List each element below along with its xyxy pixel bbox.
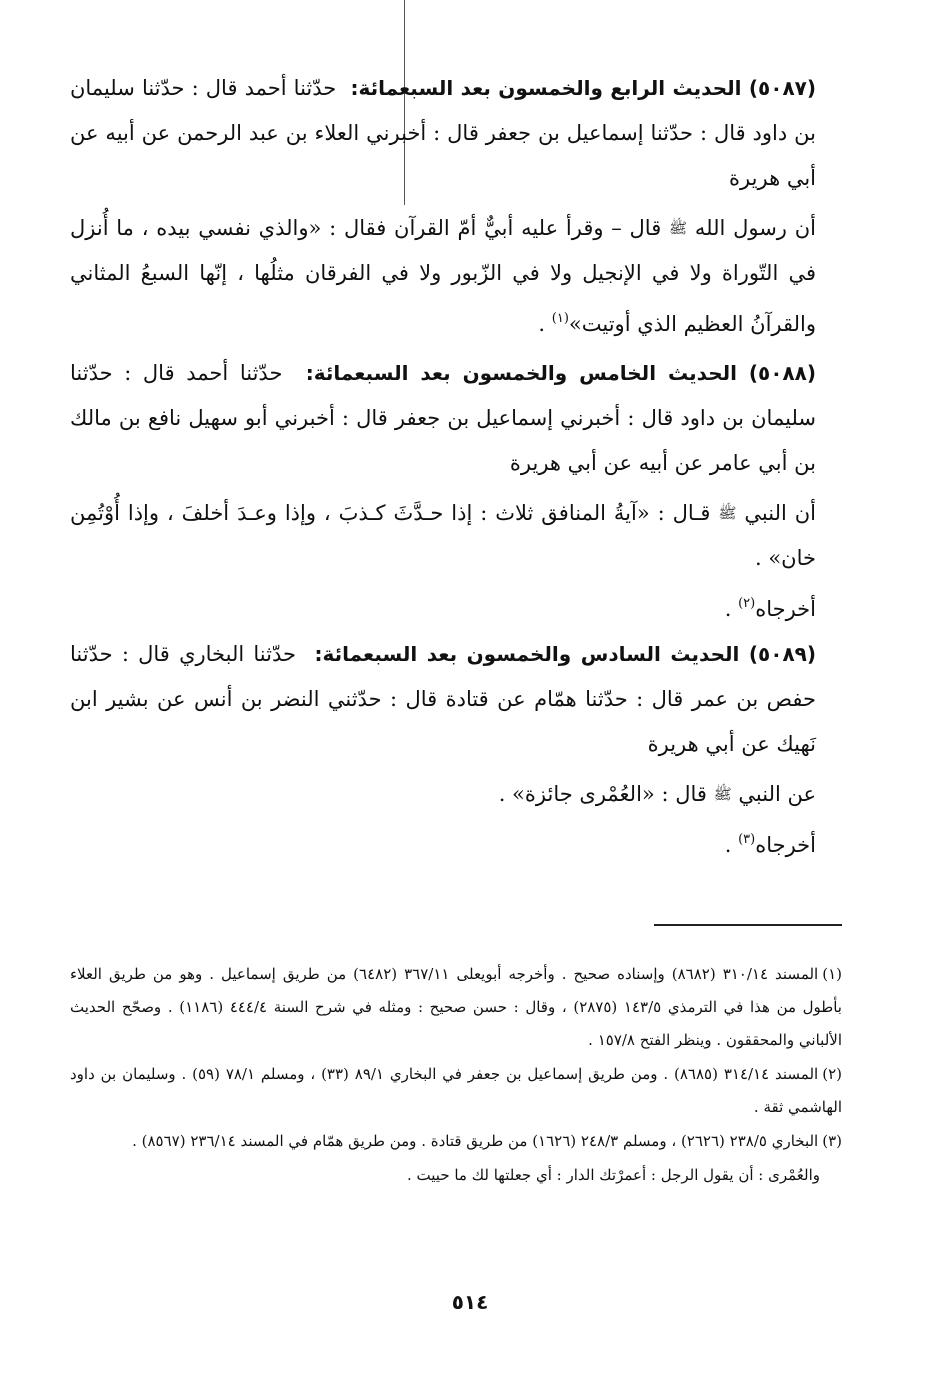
footnote-text: البخاري ٢٣٨/٥ (٢٦٢٦) ، ومسلم ٢٤٨/٣ (١٦٢٦) من طريق قتادة . ومن طريق همّام في المسند ٢٣٦/١٤ (٨٥٦٧) .	[132, 1132, 819, 1150]
takhrij-text: أخرجاه	[755, 833, 816, 857]
hadith-title: (٥٠٨٩) الحديث السادس والخمسون بعد السبعمائة:	[314, 642, 816, 666]
hadith-header	[70, 632, 842, 767]
footnote-ref: (٣)	[738, 832, 756, 847]
takhrij-end: .	[724, 833, 739, 857]
footnote-definition: والعُمْرى : أن يقول الرجل : أعمرْتك الدار : أي جعلتها لك ما حييت .	[407, 1166, 820, 1184]
hadith-header	[70, 351, 842, 486]
matn-end: .	[538, 312, 552, 336]
hadith-takhrij	[70, 817, 842, 868]
hadith-title: (٥٠٨٨) الحديث الخامس والخمسون بعد السبعمائة:	[305, 361, 816, 385]
matn-text: قال : «العُمْرى جائزة» .	[498, 782, 707, 806]
hadith-isnad: حدّثنا أحمد قال : حدّثنا سليمان بن داود قال : أخبرني إسماعيل بن جعفر قال : أخبرني أبو سهيل نافع بن مالك بن أبي عامر عن أبيه عن أبي هريرة	[70, 361, 816, 475]
hadith-isnad: حدّثنا أحمد قال : حدّثنا سليمان بن داود قال : حدّثنا إسماعيل بن جعفر قال : أخبرني العلاء بن عبد الرحمن عن أبيه عن أبي هريرة	[70, 76, 816, 190]
hadith-takhrij	[70, 581, 842, 632]
hadith-title: (٥٠٨٧) الحديث الرابع والخمسون بعد السبعمائة:	[350, 76, 816, 100]
hadith-isnad: حدّثنا البخاري قال : حدّثنا حفص بن عمر قال : حدّثنا همّام عن قتادة قال : حدّثني النضر بن أنس عن بشير ابن نَهيك عن أبي هريرة	[70, 642, 816, 756]
matn-text: قال – وقرأ عليه أبيٌّ أمّ القرآن فقال : «والذي نفسي بيده ، ما أُنزل في التّوراة ولا في الإنجيل ولا في الزّبور ولا في الفرقان مثلُها ، إنّها السبعُ المثاني والقرآنُ العظيم الذي أوتيت»	[70, 216, 816, 336]
footnote-number: (٢)	[822, 1065, 842, 1083]
hadith-matn	[70, 772, 842, 817]
footnote-ref: (٢)	[738, 596, 756, 611]
matn-opening: عن النبي	[738, 782, 816, 806]
matn-text: قـال : «آيةُ المنافق ثلاث : إذا حـدَّثَ كـذبَ ، وإذا وعـدَ أخلفَ ، وإذا أُوْتُمِن خان» .	[70, 501, 816, 570]
footnote-3	[70, 1125, 842, 1158]
salutation-glyph: ﷺ	[718, 504, 737, 522]
main-text	[70, 66, 842, 868]
matn-opening: أن رسول الله	[694, 216, 816, 240]
footnote-separator	[654, 924, 842, 926]
footnote-text: المسند ٣١٤/١٤ (٨٦٨٥) . ومن طريق إسماعيل بن جعفر في البخاري ٨٩/١ (٣٣) ، ومسلم ٧٨/١ (٥٩) . وسليمان بن داود الهاشمي ثقة .	[70, 1065, 842, 1116]
hadith-5089	[70, 632, 842, 868]
hadith-matn	[70, 206, 842, 347]
footnotes	[70, 958, 842, 1193]
salutation-glyph: ﷺ	[669, 219, 688, 237]
hadith-5088	[70, 351, 842, 632]
footnote-number: (٣)	[822, 1132, 842, 1150]
hadith-matn	[70, 491, 842, 581]
footnote-number: (١)	[822, 965, 843, 983]
page-number: ٥١٤	[451, 1290, 489, 1314]
footnote-text: المسند ٣١٠/١٤ (٨٦٨٢) وإسناده صحيح . وأخرجه أبويعلى ٣٦٧/١١ (٦٤٨٢) من طريق إسماعيل . وهو من طريق العلاء بأطول من هذا في الترمذي ١٤٣/٥ (٢٨٧٥) ، وقال : حسن صحيح : ومثله في شرح السنة ٤٤٤/٤ (١١٨٦) . وصحّح الحديث الألباني والمحققون . وينظر الفتح ١٥٧/٨ .	[70, 965, 842, 1049]
hadith-5087	[70, 66, 842, 347]
footnote-2	[70, 1058, 842, 1124]
takhrij-text: أخرجاه	[755, 597, 816, 621]
matn-opening: أن النبي	[744, 501, 816, 525]
footnote-ref: (١)	[551, 311, 569, 326]
salutation-glyph: ﷺ	[713, 785, 732, 803]
footnote-1	[70, 958, 842, 1057]
takhrij-end: .	[724, 597, 739, 621]
hadith-header	[70, 66, 842, 201]
